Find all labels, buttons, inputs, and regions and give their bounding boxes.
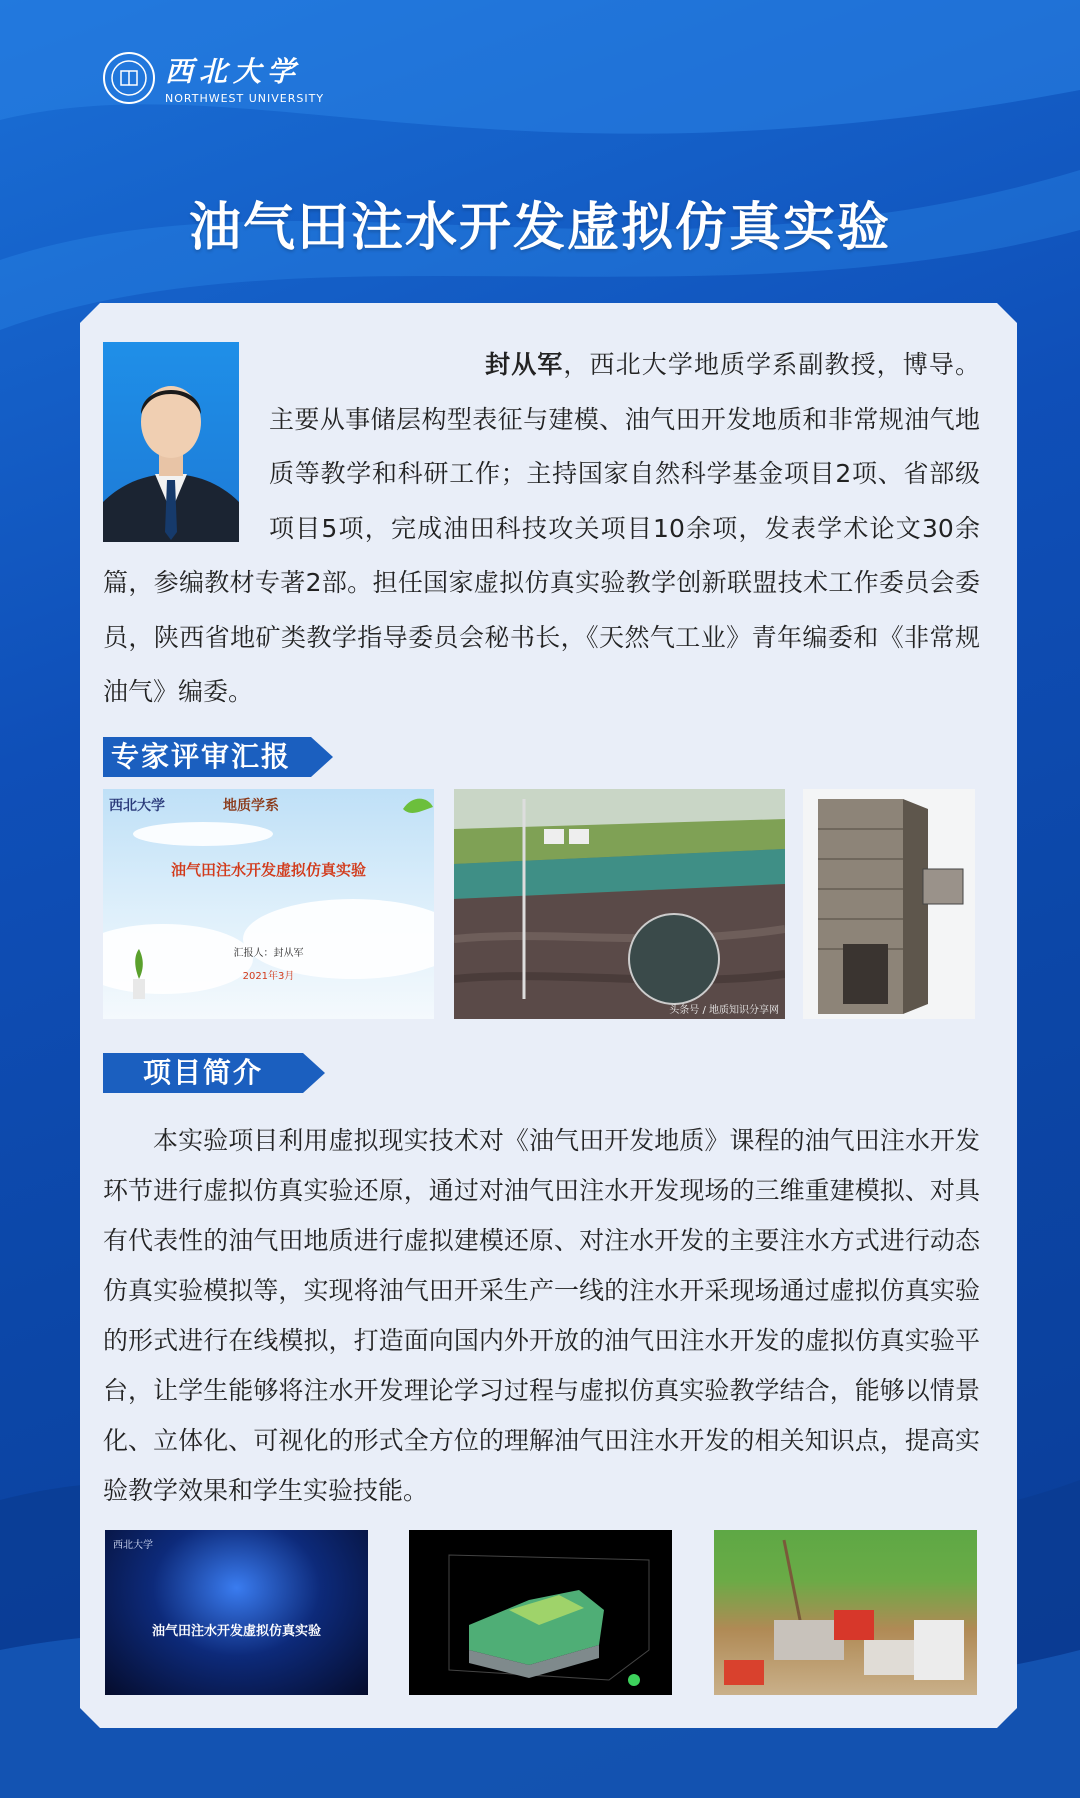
section-arrow-icon [311, 737, 333, 777]
banner-title: 油气田注水开发虚拟仿真实验 [151, 1624, 321, 1639]
project-intro-text: 本实验项目利用虚拟现实技术对《油气田开发地质》课程的油气田注水开发环节进行虚拟仿真实验还原，通过对油气田注水开发现场的三维重建模拟、对具有代表性的油气田地质进行虚拟建模还原、对注水开发的主要注水方式进行动态仿真实验模拟等，实现将油气田开采生产一线的注水开采现场通过虚拟仿真实验的形式进行在线模拟，打造面向国内外开放的油气田注水开发的虚拟仿真实验平台，让学生能够将注水开发理论学习过程与虚拟仿真实验教学结合，能够以情景化、立体化、可视化的形式全方位的理解油气田注水开发的相关知识点，提高实验教学效果和学生实验技能。 [103, 1126, 980, 1505]
3d-model-image [409, 1530, 672, 1695]
oilfield-site-image [714, 1530, 977, 1695]
page-title: 油气田注水开发虚拟仿真实验 [188, 198, 891, 258]
section-project-intro-label: 项目简介 [103, 1053, 303, 1093]
university-logo [103, 50, 324, 105]
section-project-intro [103, 1053, 333, 1093]
banner-logo: 西北大学 [113, 1540, 153, 1551]
image-watermark: 头条号 / 地质知识分享网 [669, 1005, 779, 1016]
slide-logo-right: 地质学系 [223, 798, 279, 814]
slide-title: 油气田注水开发虚拟仿真实验 [170, 861, 366, 879]
university-emblem-icon [103, 52, 155, 104]
section-arrow-icon [303, 1053, 325, 1093]
slide-logo-left: 西北大学 [109, 798, 165, 814]
section-expert-review-label: 专家评审汇报 [103, 737, 311, 777]
oilfield-diagram-image [454, 789, 785, 1019]
bio-paragraph [103, 338, 980, 720]
section-expert-review [103, 737, 333, 777]
slide-reporter: 汇报人：封从军 [233, 948, 304, 959]
bio-text: ，西北大学地质学系副教授，博导。主要从事储层构型表征与建模、油气田开发地质和非常规油气地质等教学和科研工作；主持国家自然科学基金项目2项、省部级项目5项，完成油田科技攻关项目10余项，发表学术论文30余篇，参编教材专著2部。担任国家虚拟仿真实验教学创新联盟技术工作委员会委员，陕西省地矿类教学指导委员会秘书长，《天然气工业》青年编委和《非常规油气》编委。 [103, 350, 980, 706]
project-intro-paragraph [103, 1116, 980, 1516]
logo-english-name: NORTHWEST UNIVERSITY [165, 92, 325, 105]
bio-name: 封从军 [484, 350, 564, 379]
slide-date: 2021年3月 [242, 971, 295, 982]
report-slide-image [103, 789, 434, 1019]
vr-banner-image [105, 1530, 368, 1695]
core-column-image [803, 789, 975, 1019]
logo-chinese-name: 西北大学 [165, 55, 302, 88]
